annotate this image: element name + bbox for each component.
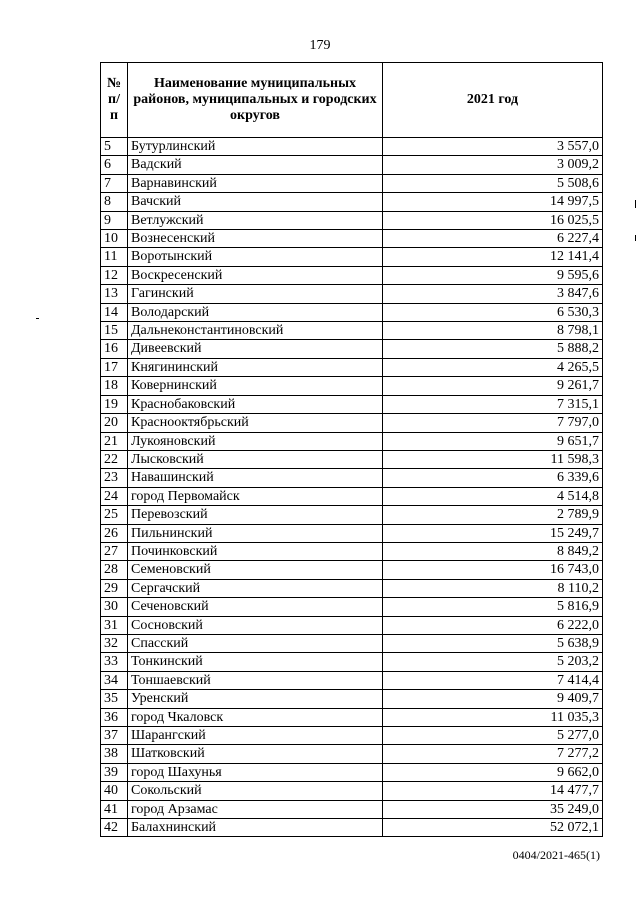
row-name: Семеновский <box>128 561 383 579</box>
table-row <box>101 524 603 542</box>
row-name: Вознесенский <box>128 230 383 248</box>
table-row <box>101 156 603 174</box>
table-row <box>101 230 603 248</box>
row-value: 12 141,4 <box>383 248 603 266</box>
row-number: 31 <box>101 616 128 634</box>
row-name: Починковский <box>128 542 383 560</box>
row-number: 24 <box>101 487 128 505</box>
table-row <box>101 248 603 266</box>
table-row <box>101 193 603 211</box>
row-name: Краснобаковский <box>128 395 383 413</box>
table-row <box>101 745 603 763</box>
table-row <box>101 708 603 726</box>
table-row <box>101 174 603 192</box>
row-value: 6 530,3 <box>383 303 603 321</box>
row-value: 9 595,6 <box>383 266 603 284</box>
row-value: 6 339,6 <box>383 469 603 487</box>
table-row <box>101 653 603 671</box>
row-number: 23 <box>101 469 128 487</box>
header-num: № п/п <box>101 63 128 138</box>
row-value: 5 638,9 <box>383 634 603 652</box>
row-name: Тонкинский <box>128 653 383 671</box>
row-name: Лысковский <box>128 450 383 468</box>
row-name: Ковернинский <box>128 377 383 395</box>
document-code: 0404/2021-465(1) <box>512 848 600 862</box>
row-name: Шатковский <box>128 745 383 763</box>
table-row <box>101 542 603 560</box>
row-name: Гагинский <box>128 285 383 303</box>
table-row <box>101 800 603 818</box>
row-number: 27 <box>101 542 128 560</box>
row-name: Воротынский <box>128 248 383 266</box>
row-value: 5 888,2 <box>383 340 603 358</box>
row-value: 15 249,7 <box>383 524 603 542</box>
row-name: Перевозский <box>128 506 383 524</box>
row-value: 35 249,0 <box>383 800 603 818</box>
table-row <box>101 671 603 689</box>
table-row <box>101 322 603 340</box>
table-row <box>101 285 603 303</box>
row-name: Вадский <box>128 156 383 174</box>
table-row <box>101 727 603 745</box>
row-number: 12 <box>101 266 128 284</box>
row-number: 38 <box>101 745 128 763</box>
row-name: Навашинский <box>128 469 383 487</box>
row-value: 14 997,5 <box>383 193 603 211</box>
row-value: 52 072,1 <box>383 819 603 837</box>
table-row <box>101 782 603 800</box>
row-name: Дальнеконстантиновский <box>128 322 383 340</box>
table-row <box>101 358 603 376</box>
row-number: 17 <box>101 358 128 376</box>
table-row <box>101 211 603 229</box>
table-row <box>101 138 603 156</box>
row-value: 3 557,0 <box>383 138 603 156</box>
row-number: 37 <box>101 727 128 745</box>
page-number: 179 <box>309 38 331 53</box>
table-row <box>101 303 603 321</box>
row-name: Бутурлинский <box>128 138 383 156</box>
row-value: 4 265,5 <box>383 358 603 376</box>
row-value: 9 409,7 <box>383 690 603 708</box>
row-value: 3 847,6 <box>383 285 603 303</box>
table-row <box>101 819 603 837</box>
row-number: 34 <box>101 671 128 689</box>
row-value: 5 203,2 <box>383 653 603 671</box>
table-row <box>101 469 603 487</box>
table-row <box>101 266 603 284</box>
row-value: 6 227,4 <box>383 230 603 248</box>
row-number: 22 <box>101 450 128 468</box>
row-name: Ветлужский <box>128 211 383 229</box>
row-name: Лукояновский <box>128 432 383 450</box>
row-number: 20 <box>101 414 128 432</box>
row-name: Пильнинский <box>128 524 383 542</box>
row-number: 13 <box>101 285 128 303</box>
row-number: 25 <box>101 506 128 524</box>
row-number: 19 <box>101 395 128 413</box>
row-name: Варнавинский <box>128 174 383 192</box>
row-name: Воскресенский <box>128 266 383 284</box>
row-number: 14 <box>101 303 128 321</box>
row-value: 11 035,3 <box>383 708 603 726</box>
row-name: Тоншаевский <box>128 671 383 689</box>
row-number: 26 <box>101 524 128 542</box>
table-row <box>101 450 603 468</box>
header-year: 2021 год <box>383 63 603 138</box>
row-value: 7 414,4 <box>383 671 603 689</box>
row-value: 8 110,2 <box>383 579 603 597</box>
row-name: город Шахунья <box>128 763 383 781</box>
scan-mark <box>36 318 39 319</box>
table-body <box>101 138 603 837</box>
row-value: 5 277,0 <box>383 727 603 745</box>
table-row <box>101 487 603 505</box>
row-name: Сергачский <box>128 579 383 597</box>
row-value: 16 743,0 <box>383 561 603 579</box>
table-header-row <box>101 63 603 138</box>
table-row <box>101 414 603 432</box>
row-value: 6 222,0 <box>383 616 603 634</box>
table-row <box>101 561 603 579</box>
row-value: 7 277,2 <box>383 745 603 763</box>
row-number: 36 <box>101 708 128 726</box>
header-name: Наименование муниципальных районов, муниципальных и городских округов <box>128 63 383 138</box>
row-number: 9 <box>101 211 128 229</box>
row-number: 29 <box>101 579 128 597</box>
row-value: 14 477,7 <box>383 782 603 800</box>
row-name: Шарангский <box>128 727 383 745</box>
table-row <box>101 690 603 708</box>
row-number: 5 <box>101 138 128 156</box>
row-value: 5 508,6 <box>383 174 603 192</box>
table-row <box>101 377 603 395</box>
row-value: 4 514,8 <box>383 487 603 505</box>
row-name: город Чкаловск <box>128 708 383 726</box>
row-name: Краснооктябрьский <box>128 414 383 432</box>
scan-mark <box>635 235 636 241</box>
row-number: 41 <box>101 800 128 818</box>
row-value: 9 261,7 <box>383 377 603 395</box>
row-name: Сеченовский <box>128 598 383 616</box>
row-value: 7 315,1 <box>383 395 603 413</box>
row-number: 21 <box>101 432 128 450</box>
row-number: 11 <box>101 248 128 266</box>
row-name: Сокольский <box>128 782 383 800</box>
table-row <box>101 432 603 450</box>
row-name: Сосновский <box>128 616 383 634</box>
row-name: Балахнинский <box>128 819 383 837</box>
row-name: Дивеевский <box>128 340 383 358</box>
row-name: Вачский <box>128 193 383 211</box>
table-row <box>101 763 603 781</box>
row-number: 30 <box>101 598 128 616</box>
row-number: 16 <box>101 340 128 358</box>
row-name: Спасский <box>128 634 383 652</box>
row-value: 8 798,1 <box>383 322 603 340</box>
row-value: 8 849,2 <box>383 542 603 560</box>
table-row <box>101 506 603 524</box>
row-name: Уренский <box>128 690 383 708</box>
row-value: 11 598,3 <box>383 450 603 468</box>
row-value: 7 797,0 <box>383 414 603 432</box>
row-name: город Арзамас <box>128 800 383 818</box>
row-number: 28 <box>101 561 128 579</box>
row-name: город Первомайск <box>128 487 383 505</box>
table-row <box>101 598 603 616</box>
row-value: 3 009,2 <box>383 156 603 174</box>
row-number: 15 <box>101 322 128 340</box>
scan-mark <box>635 200 636 208</box>
row-value: 5 816,9 <box>383 598 603 616</box>
row-number: 7 <box>101 174 128 192</box>
row-number: 33 <box>101 653 128 671</box>
table-row <box>101 395 603 413</box>
row-number: 10 <box>101 230 128 248</box>
row-number: 42 <box>101 819 128 837</box>
row-number: 35 <box>101 690 128 708</box>
row-number: 6 <box>101 156 128 174</box>
row-number: 39 <box>101 763 128 781</box>
row-number: 40 <box>101 782 128 800</box>
row-value: 16 025,5 <box>383 211 603 229</box>
row-value: 9 662,0 <box>383 763 603 781</box>
row-number: 8 <box>101 193 128 211</box>
table-row <box>101 634 603 652</box>
table-row <box>101 340 603 358</box>
row-name: Княгининский <box>128 358 383 376</box>
row-value: 2 789,9 <box>383 506 603 524</box>
row-value: 9 651,7 <box>383 432 603 450</box>
table-row <box>101 579 603 597</box>
table-row <box>101 616 603 634</box>
row-number: 18 <box>101 377 128 395</box>
row-number: 32 <box>101 634 128 652</box>
budget-table <box>100 62 603 837</box>
row-name: Володарский <box>128 303 383 321</box>
